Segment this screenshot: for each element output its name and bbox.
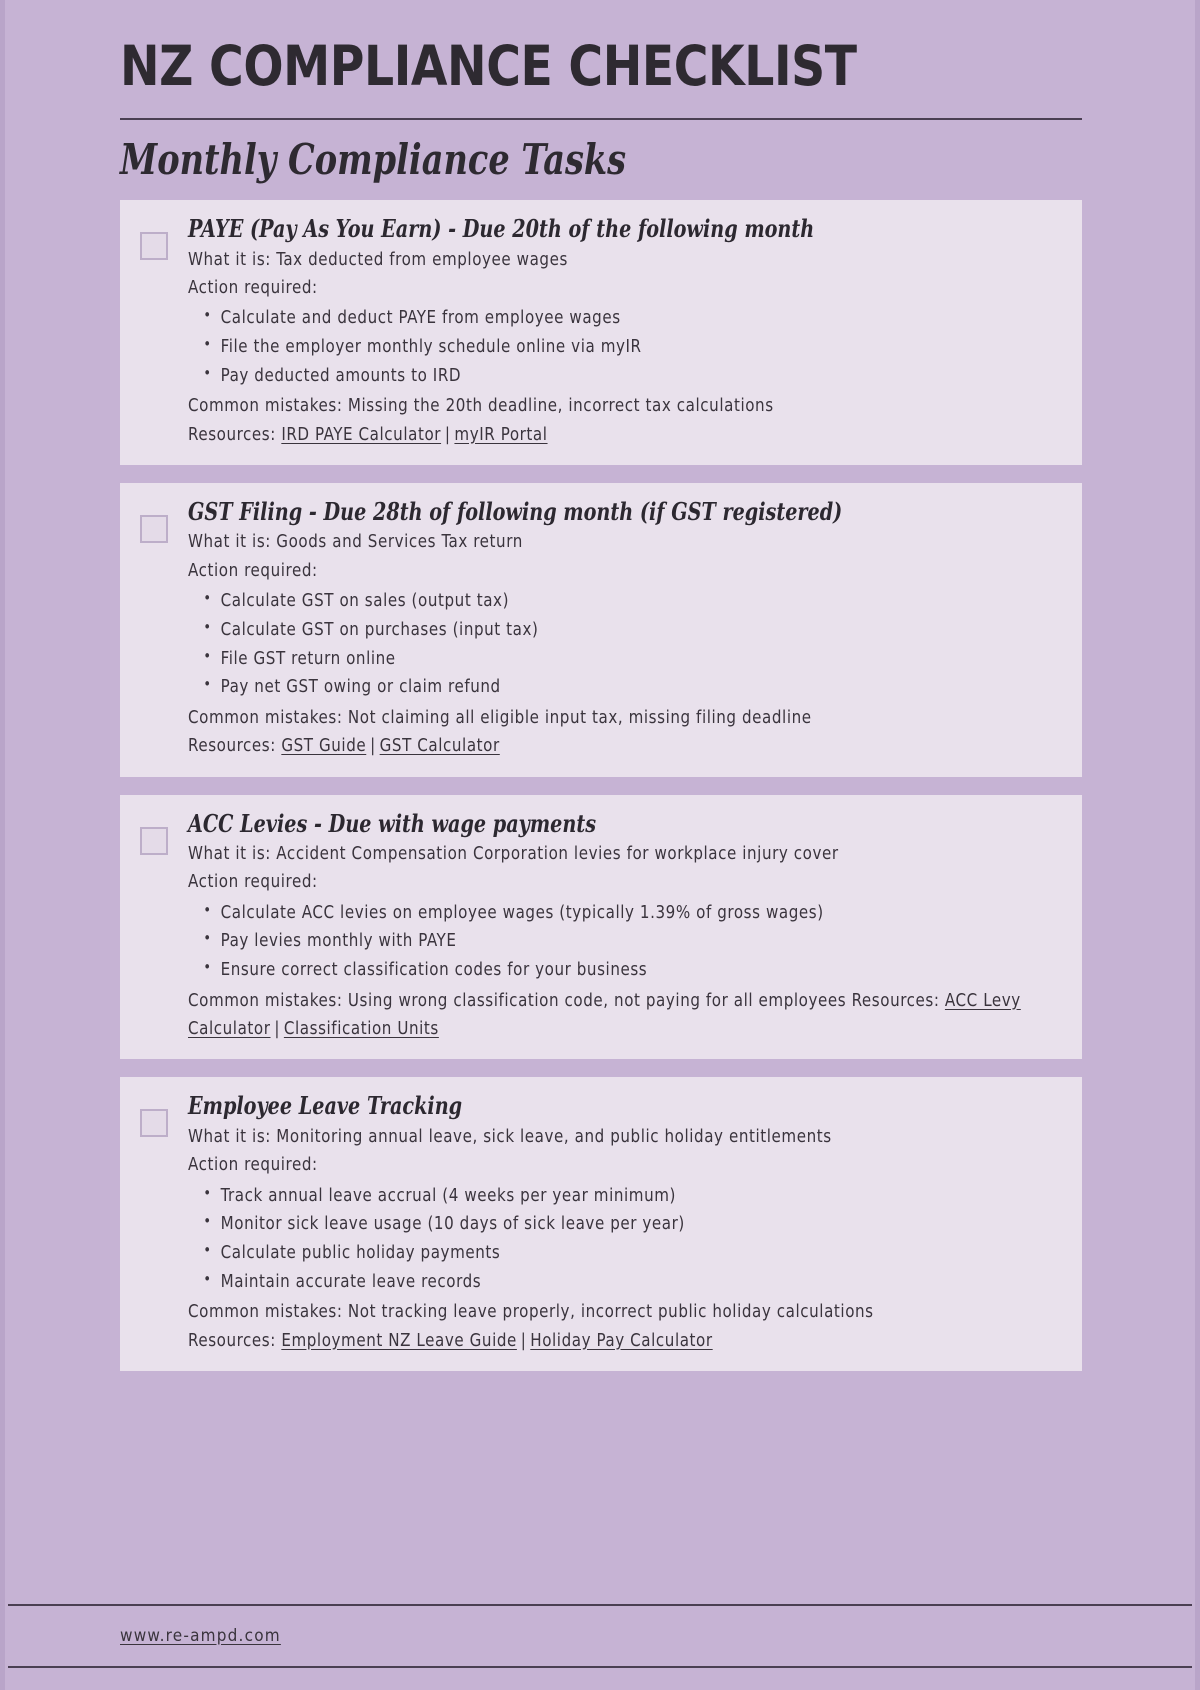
- checklist-card: [120, 1077, 1082, 1371]
- common-mistakes-label: Common mistakes: Not tracking leave properly, incorrect public holiday calculations: [188, 1302, 874, 1323]
- action-list-item: • Track annual leave accrual (4 weeks per year minimum): [188, 1182, 1029, 1211]
- what-it-is-text: What it is: Accident Compensation Corporation levies for workplace injury cover: [188, 843, 839, 864]
- page-frame-right-edge: [1195, 0, 1200, 1690]
- resource-link[interactable]: GST Guide: [281, 736, 367, 757]
- common-mistakes-label: Common mistakes: Not claiming all eligible input tax, missing filing deadline: [188, 707, 812, 728]
- action-list-item: • Calculate GST on sales (output tax): [188, 587, 1029, 616]
- card-body: [188, 499, 1064, 761]
- resource-link[interactable]: Employment NZ Leave Guide: [281, 1330, 517, 1351]
- resource-link[interactable]: ACC Levy Calculator: [188, 990, 1021, 1040]
- action-list: [188, 899, 1064, 985]
- resources-row: [188, 1327, 1029, 1355]
- card-body: [188, 808, 1064, 1044]
- resources-row: [188, 732, 1029, 760]
- common-mistakes-text: [188, 704, 1029, 732]
- page-title: NZ COMPLIANCE CHECKLIST: [120, 34, 857, 98]
- action-list: [188, 1182, 1064, 1297]
- resource-separator: |: [274, 1019, 281, 1040]
- action-list-item: • Monitor sick leave usage (10 days of sick leave per year): [188, 1210, 1029, 1239]
- what-it-is-text: What it is: Goods and Services Tax return: [188, 532, 523, 553]
- task-checkbox[interactable]: [140, 515, 168, 543]
- action-list-item: • Ensure correct classification codes for your business: [188, 956, 1029, 985]
- card-title: Employee Leave Tracking: [188, 1091, 463, 1121]
- title-divider: [120, 118, 1082, 120]
- action-required-label: Action required:: [188, 872, 318, 893]
- card-title: PAYE (Pay As You Earn) - Due 20th of the following month: [188, 214, 815, 244]
- action-list-item: • Calculate GST on purchases (input tax): [188, 616, 1029, 645]
- action-list-item: • Pay levies monthly with PAYE: [188, 927, 1029, 956]
- resources-row: [188, 421, 1029, 449]
- resource-separator: |: [520, 1330, 527, 1351]
- task-checkbox[interactable]: [140, 1109, 168, 1137]
- action-list: [188, 304, 1064, 390]
- common-mistakes-label: Common mistakes: Missing the 20th deadline, incorrect tax calculations: [188, 396, 774, 417]
- checklist-card: [120, 483, 1082, 777]
- action-list-item: • Pay net GST owing or claim refund: [188, 673, 1029, 702]
- checklist-card-list: [8, 186, 1192, 1371]
- common-mistakes-text: [188, 392, 1029, 420]
- resource-separator: |: [444, 424, 451, 445]
- card-body: [188, 216, 1064, 449]
- resource-link[interactable]: Classification Units: [283, 1019, 439, 1040]
- card-title: ACC Levies - Due with wage payments: [188, 808, 596, 838]
- resources-label: Resources:: [188, 736, 276, 757]
- action-list-item: • File the employer monthly schedule online via myIR: [188, 333, 1029, 362]
- page-frame-left-edge: [0, 0, 5, 1690]
- action-list-item: • Pay deducted amounts to IRD: [188, 362, 1029, 391]
- page-footer: [8, 1604, 1192, 1668]
- resources-label: Resources:: [188, 1330, 276, 1351]
- resource-link[interactable]: Holiday Pay Calculator: [530, 1330, 713, 1351]
- what-it-is-text: What it is: Tax deducted from employee wages: [188, 249, 568, 270]
- action-list-item: • Calculate and deduct PAYE from employee wages: [188, 304, 1029, 333]
- action-list-item: • File GST return online: [188, 645, 1029, 674]
- card-title: GST Filing - Due 28th of following month (if GST registered): [188, 497, 843, 527]
- task-checkbox[interactable]: [140, 827, 168, 855]
- action-required-label: Action required:: [188, 1155, 318, 1176]
- action-list-item: • Calculate ACC levies on employee wages (typically 1.39% of gross wages): [188, 899, 1029, 928]
- page-header: [8, 0, 1192, 186]
- task-checkbox[interactable]: [140, 232, 168, 260]
- checklist-sheet: [8, 0, 1192, 1690]
- resource-link[interactable]: myIR Portal: [454, 424, 548, 445]
- common-mistakes-text: [188, 987, 1029, 1044]
- action-list-item: • Maintain accurate leave records: [188, 1268, 1029, 1297]
- checklist-card: [120, 200, 1082, 465]
- action-list-item: • Calculate public holiday payments: [188, 1239, 1029, 1268]
- resources-label: Resources:: [851, 990, 940, 1011]
- resources-label: Resources:: [188, 424, 276, 445]
- resource-link[interactable]: IRD PAYE Calculator: [281, 424, 442, 445]
- action-required-label: Action required:: [188, 560, 318, 581]
- website-link[interactable]: www.re-ampd.com: [120, 1626, 281, 1646]
- action-list: [188, 587, 1064, 702]
- common-mistakes-label: Common mistakes: Using wrong classification code, not paying for all employees: [188, 990, 847, 1011]
- card-body: [188, 1093, 1064, 1355]
- common-mistakes-text: [188, 1298, 1029, 1326]
- action-required-label: Action required:: [188, 277, 318, 298]
- resource-separator: |: [370, 736, 376, 757]
- what-it-is-text: What it is: Monitoring annual leave, sick leave, and public holiday entitlements: [188, 1126, 832, 1147]
- page-subtitle: Monthly Compliance Tasks: [120, 134, 627, 184]
- checklist-card: [120, 795, 1082, 1060]
- resource-link[interactable]: GST Calculator: [379, 736, 500, 757]
